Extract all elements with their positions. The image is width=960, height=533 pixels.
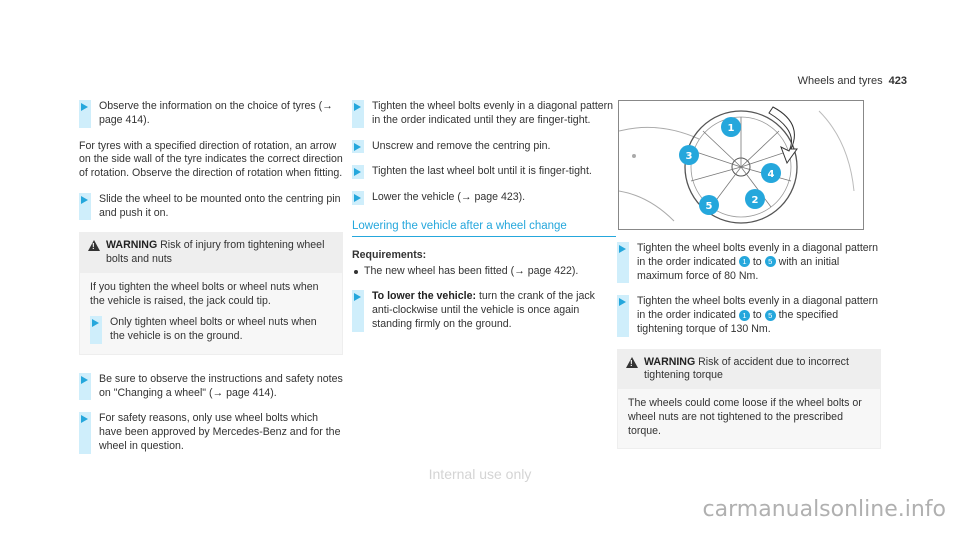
- requirements-title: Requirements:: [352, 248, 427, 261]
- wheel-bolts-figure: [618, 100, 864, 230]
- step-remove-pin: [352, 140, 616, 154]
- step-arrow-icon: [92, 319, 99, 327]
- step-slide-wheel: [79, 193, 343, 221]
- page-number: 423: [888, 75, 907, 87]
- warning-text: The wheels could come loose if the wheel bolts or wheel nuts are not tightened to the prescribed torque.: [628, 397, 862, 437]
- step-text: Be sure to observe the instructions and safety notes on "Changing a wheel" (→ page 414).: [99, 372, 343, 399]
- column-1: [79, 100, 343, 466]
- warning-header: [618, 350, 880, 390]
- figure-label: 3: [685, 151, 693, 162]
- figure-label: 4: [767, 169, 775, 180]
- page-header: [798, 74, 907, 88]
- warning-box-accident: [617, 349, 881, 450]
- step-arrow-icon: [354, 194, 361, 202]
- step-last-bolt: [352, 165, 616, 179]
- warning-body: [618, 389, 880, 448]
- warning-title: Risk of injury from tightening wheel bolts and nuts: [106, 239, 325, 266]
- step-arrow-icon: [354, 103, 361, 111]
- step-text: Tighten the wheel bolts evenly in a diagonal pattern in the order indicated: [637, 295, 879, 322]
- step-arrow-icon: [81, 196, 88, 204]
- step-safety-notes: [79, 373, 343, 401]
- step-text: turn the crank of the jack anti-clockwise until the vehicle is once again standing firmly on the ground.: [372, 290, 595, 330]
- step-initial-torque: [617, 242, 881, 283]
- bolt-badge-to: 5: [765, 310, 776, 321]
- step-text: to: [752, 255, 762, 268]
- step-text: Lower the vehicle (→ page 423).: [372, 191, 526, 204]
- watermark: Internal use only: [428, 466, 532, 482]
- step-arrow-icon: [354, 168, 361, 176]
- step-text: with an initial maximum force of 80 Nm.: [637, 255, 840, 282]
- step-approved-bolts: [79, 412, 343, 453]
- warning-label: WARNING: [106, 239, 158, 252]
- section-title-lowering: Lowering the vehicle after a wheel change: [352, 219, 616, 237]
- requirement-text: The new wheel has been fitted (→ page 422).: [364, 264, 579, 277]
- warning-box-injury: [79, 232, 343, 355]
- figure-label: 1: [727, 123, 735, 134]
- bolt-badge-from: 1: [739, 310, 750, 321]
- figure-label: 2: [751, 195, 759, 206]
- step-arrow-icon: [81, 103, 88, 111]
- warning-header: [80, 233, 342, 273]
- step-final-torque: [617, 295, 881, 336]
- step-text: Unscrew and remove the centring pin.: [372, 139, 551, 152]
- step-arrow-icon: [354, 293, 361, 301]
- column-3: [617, 100, 881, 467]
- warning-label: WARNING: [644, 355, 696, 368]
- step-text: the specified tightening torque of 130 Nm.: [637, 309, 839, 335]
- warning-step: [90, 316, 332, 344]
- rotation-paragraph: For tyres with a specified direction of rotation, an arrow on the side wall of the tyre indicates the correct direction of rotation. Observe the direction of rotation when fitting.: [79, 139, 343, 180]
- column-2: [352, 100, 616, 344]
- bolt-badge-from: 1: [739, 256, 750, 267]
- requirement-item: [352, 265, 616, 279]
- step-text: Tighten the wheel bolts evenly in a diagonal pattern in the order indicated: [637, 242, 879, 268]
- figure-label: 5: [705, 201, 713, 212]
- step-turn-crank: [352, 290, 616, 331]
- warning-triangle-icon: [88, 240, 100, 251]
- step-arrow-icon: [619, 245, 626, 253]
- warning-title: Risk of accident due to incorrect tightening torque: [644, 355, 849, 382]
- step-text: Tighten the last wheel bolt until it is finger-tight.: [372, 165, 592, 178]
- step-arrow-icon: [81, 376, 88, 384]
- step-observe-choice: [79, 100, 343, 128]
- step-text: Observe the information on the choice of tyres (→ page 414).: [99, 100, 333, 126]
- header-title: Wheels and tyres: [797, 75, 883, 87]
- step-arrow-icon: [81, 415, 88, 423]
- step-text: Tighten the wheel bolts evenly in a diagonal pattern in the order indicated until they are finger-tight.: [372, 100, 614, 126]
- warning-body: [80, 273, 342, 354]
- step-arrow-icon: [354, 143, 361, 151]
- step-lower-vehicle: [352, 191, 616, 205]
- step-finger-tight: [352, 100, 616, 128]
- bolt-badge-to: 5: [765, 256, 776, 267]
- bullet-dot-icon: [354, 270, 358, 274]
- warning-triangle-icon: [626, 357, 638, 368]
- wheel-illustration: [619, 101, 863, 229]
- step-text: to: [752, 309, 762, 322]
- step-text: For safety reasons, only use wheel bolts which have been approved by Mercedes-Benz and for the wheel in question.: [99, 412, 341, 453]
- step-text: Slide the wheel to be mounted onto the centring pin and push it on.: [99, 192, 341, 219]
- step-bold-text: To lower the vehicle:: [372, 290, 476, 303]
- step-arrow-icon: [619, 298, 626, 306]
- footer-site-link[interactable]: carmanualsonline.info: [702, 497, 946, 523]
- warning-text: If you tighten the wheel bolts or wheel nuts when the vehicle is raised, the jack could tip.: [90, 280, 319, 307]
- step-text: Only tighten wheel bolts or wheel nuts when the vehicle is on the ground.: [110, 316, 317, 343]
